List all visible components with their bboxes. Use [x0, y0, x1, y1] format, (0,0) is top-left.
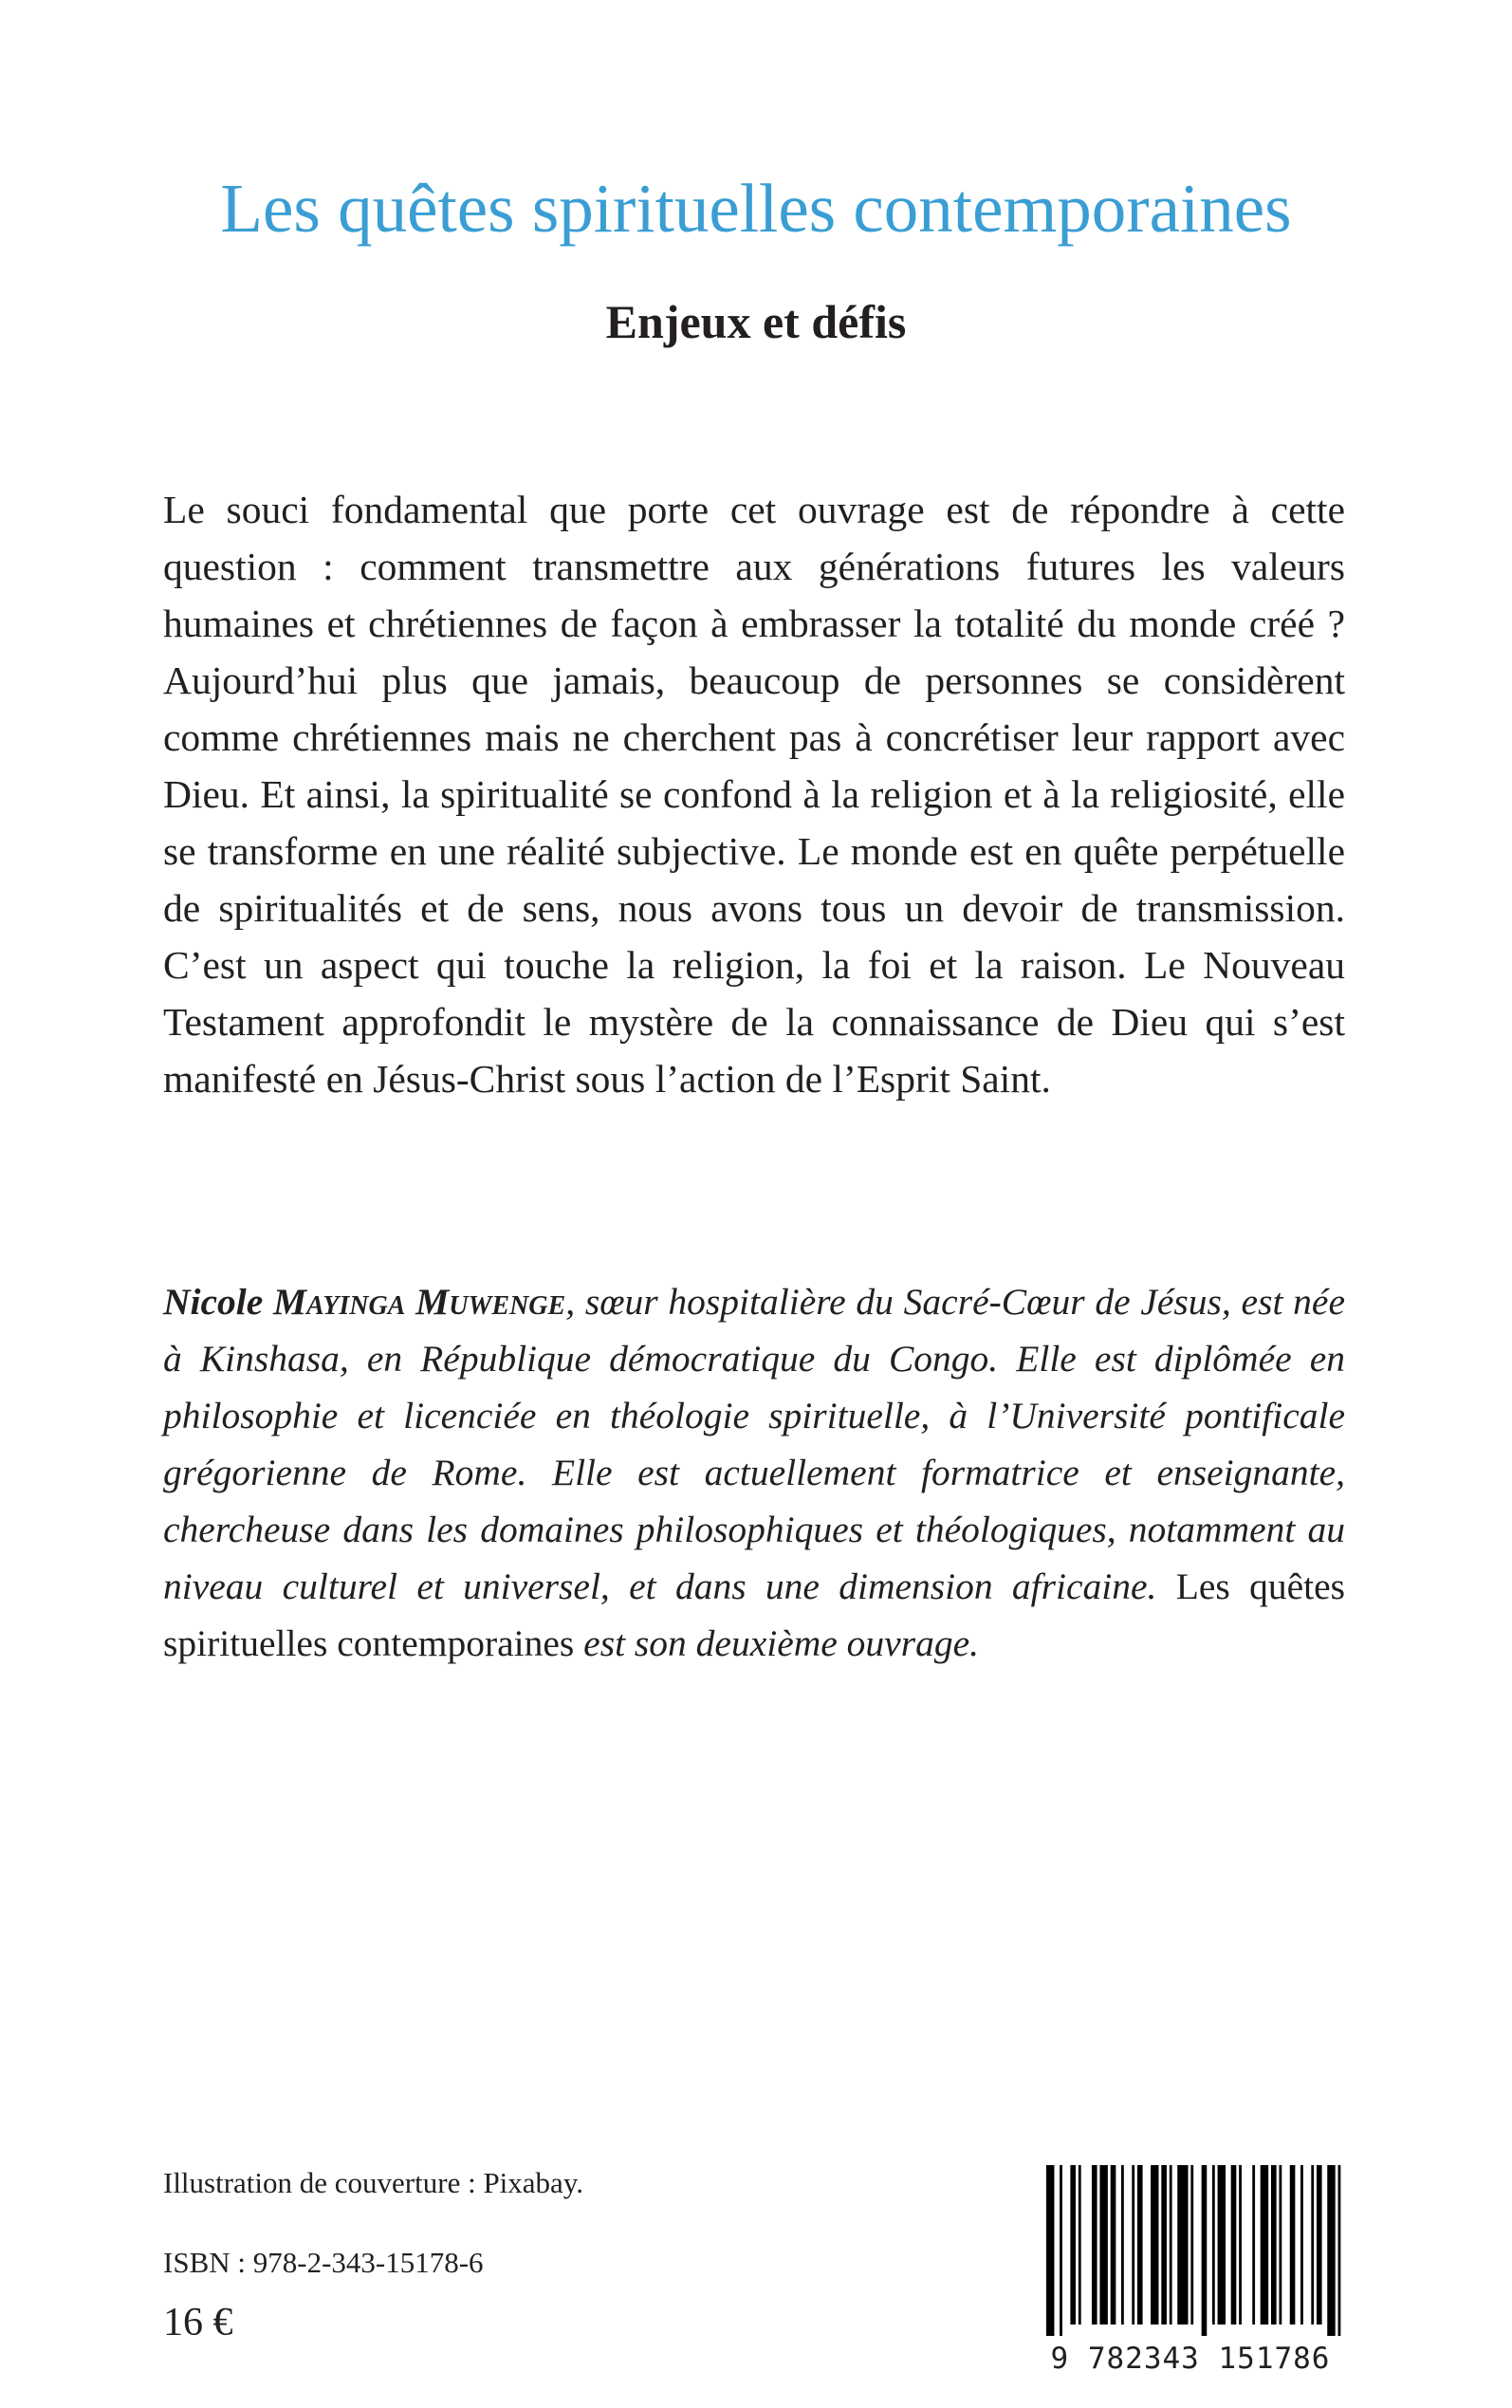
author-first-name: Nicole: [163, 1281, 274, 1323]
barcode-number: 9 782343 151786: [1050, 2342, 1331, 2376]
barcode-bar: [1161, 2165, 1167, 2325]
barcode-bar: [1271, 2165, 1277, 2325]
barcode-bar: [1132, 2165, 1134, 2325]
barcode-bar: [1121, 2165, 1124, 2325]
barcode-bar: [1202, 2165, 1208, 2336]
barcode-bar: [1177, 2165, 1188, 2325]
barcode-bar: [1311, 2165, 1314, 2325]
isbn: ISBN : 978-2-343-15178-6: [163, 2246, 484, 2279]
bio-closing: est son deuxième ouvrage.: [583, 1622, 979, 1664]
barcode-bar: [1317, 2165, 1322, 2325]
barcode-bar: [1111, 2165, 1116, 2325]
barcode-bar: [1218, 2165, 1226, 2325]
barcode-bar: [1070, 2165, 1076, 2325]
barcode-bar: [1290, 2165, 1296, 2325]
bio-book-title: Les quêtes spirituelles contemporaines: [163, 1565, 1345, 1664]
book-subtitle: Enjeux et défis: [605, 295, 907, 348]
barcode-bar: [1170, 2165, 1172, 2325]
barcode-bar: [1046, 2165, 1054, 2336]
barcode-bar: [1279, 2165, 1282, 2325]
author-bio-text: , sœur hospitalière du Sacré-Cœur de Jésus, est née à Kinshasa, en République démocratique du Congo. Elle est diplômée en philosophie et licenciée en théologie spirituelle, à l’Université pontificale grégorienne de Rome. Elle est actuellement formatrice et enseignante, chercheuse dans les domaines philosophiques et théologiques, notamment au niveau culturel et universel, et dans une dimension africaine.: [163, 1281, 1345, 1607]
barcode-bar: [1190, 2165, 1193, 2325]
barcode-bar: [1261, 2165, 1268, 2325]
barcode-bar: [1327, 2165, 1335, 2336]
illustration-credit: Illustration de couverture : Pixabay.: [163, 2166, 584, 2199]
barcode-bar: [1092, 2165, 1097, 2325]
barcode-bar: [1212, 2165, 1215, 2325]
barcode-bar: [1151, 2165, 1158, 2325]
barcode-bar: [1079, 2165, 1081, 2325]
barcode-bar: [1252, 2165, 1255, 2325]
barcode-icon: [1046, 2165, 1346, 2336]
barcode-bar: [1099, 2165, 1107, 2325]
price: 16 €: [163, 2301, 233, 2344]
barcode-bar: [1239, 2165, 1242, 2325]
barcode-bar: [1231, 2165, 1237, 2325]
author-bio: [163, 1273, 1345, 1672]
barcode-bar: [1338, 2165, 1341, 2336]
barcode-bar: [1060, 2165, 1062, 2336]
author-last-name: Mayinga Muwenge: [273, 1281, 566, 1323]
book-title: Les quêtes spirituelles contemporaines: [220, 170, 1292, 247]
book-summary: Le souci fondamental que porte cet ouvrage est de répondre à cette question : comment transmettre aux générations futures les valeurs humaines et chrétiennes de façon à embrasser la totalité du monde créé ? Aujourd’hui plus que jamais, beaucoup de personnes se considèrent comme chrétiennes mais ne cherchent pas à concrétiser leur rapport avec Dieu. Et ainsi, la spiritualité se confond à la religion et à la religiosité, elle se transforme en une réalité subjective. Le monde est en quête perpétuelle de spiritualités et de sens, nous avons tous un devoir de transmission. C’est un aspect qui touche la religion, la foi et la raison. Le Nouveau Testament approfondit le mystère de la connaissance de Dieu qui s’est manifesté en Jésus-Christ sous l’action de l’Esprit Saint.: [163, 488, 1345, 1101]
barcode-bar: [1137, 2165, 1143, 2325]
barcode-bar: [1300, 2165, 1303, 2325]
